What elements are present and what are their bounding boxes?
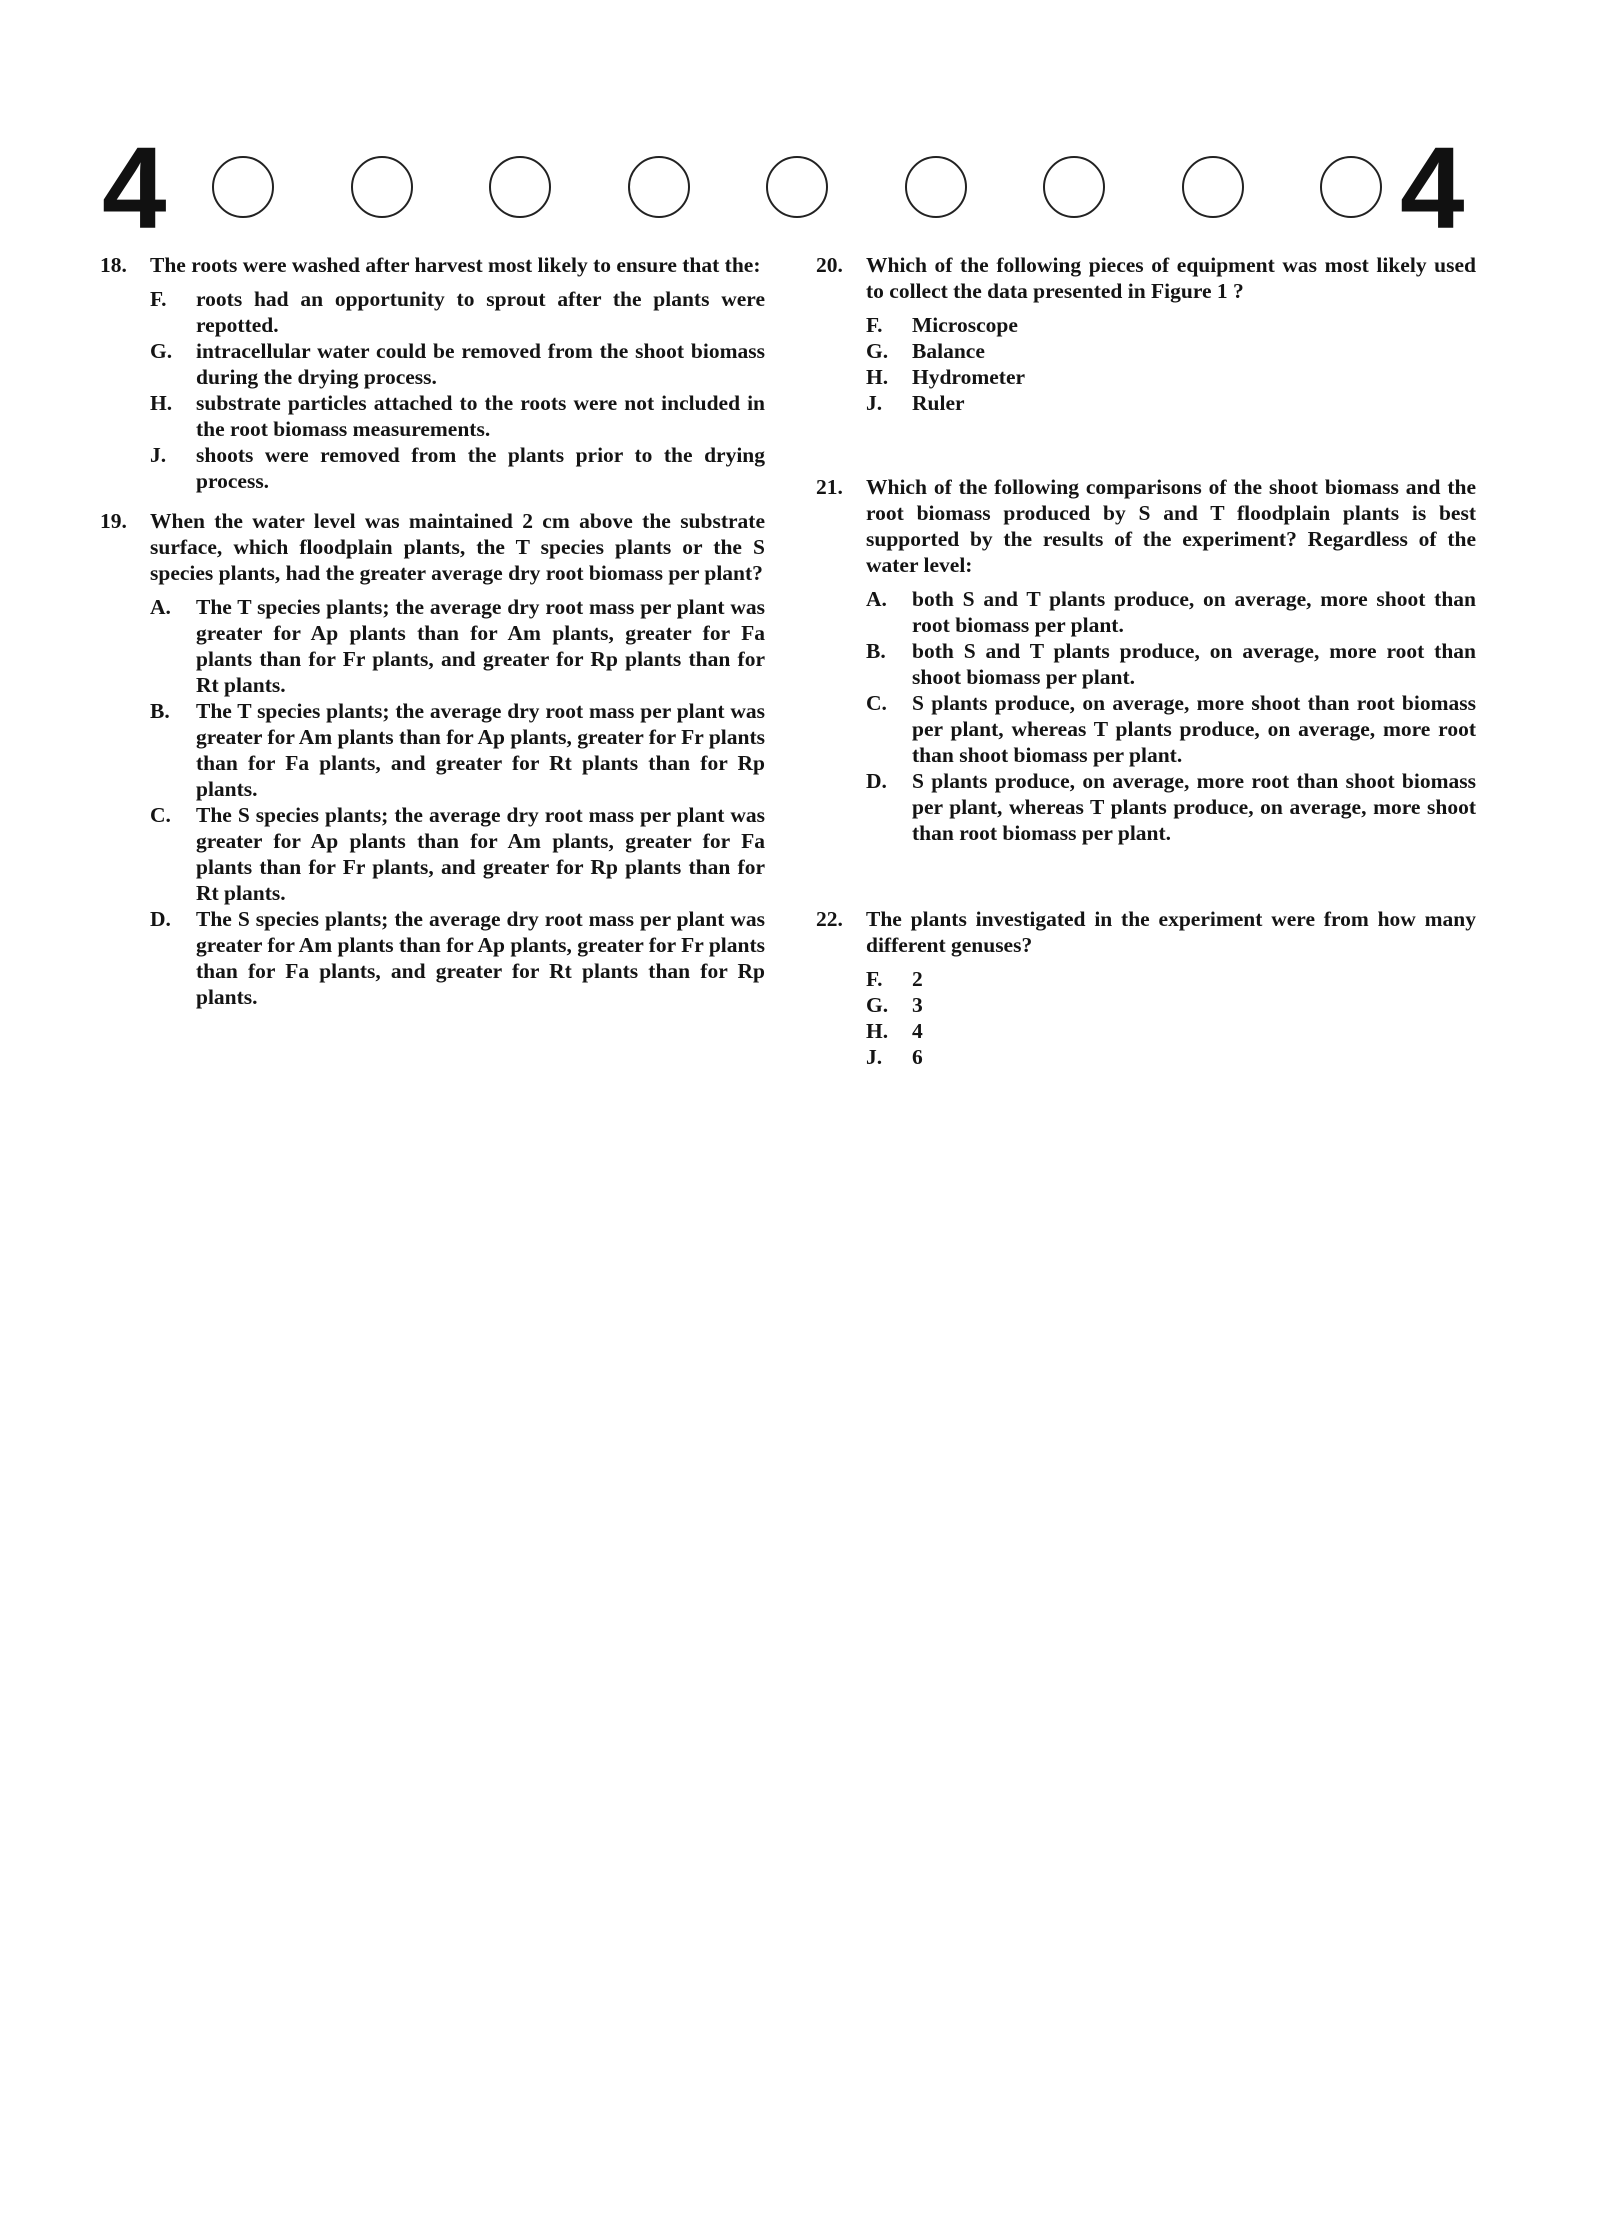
answer-option[interactable]: [150, 594, 765, 698]
question-text: When the water level was maintained 2 cm above the substrate surface, which floodplain plants, the T species plants or the S species plants, had the greater average dry root biomass per plant?: [150, 509, 765, 585]
header-circle-icon: [766, 156, 828, 218]
option-text: 6: [912, 1045, 923, 1069]
option-text: roots had an opportunity to sprout after the plants were repotted.: [196, 287, 765, 337]
option-text: The S species plants; the average dry root mass per plant was greater for Am plants than for Ap plants, greater for Fr plants than for Fa plants, and greater for Rt plants than for Rp plants.: [196, 907, 765, 1009]
answer-option[interactable]: [866, 1018, 1476, 1044]
answer-option[interactable]: [866, 390, 1476, 416]
question-number: 21.: [816, 475, 843, 499]
option-text: Microscope: [912, 313, 1018, 337]
section-header: [100, 123, 1480, 253]
question-18: [100, 252, 765, 494]
question-text: The roots were washed after harvest most likely to ensure that the:: [150, 253, 761, 277]
option-label: F.: [866, 967, 883, 991]
question-stem: [100, 252, 765, 278]
option-label: J.: [150, 443, 167, 467]
header-circle-icon: [1043, 156, 1105, 218]
answer-option[interactable]: [150, 698, 765, 802]
answer-option[interactable]: [150, 286, 765, 338]
answer-option[interactable]: [150, 802, 765, 906]
option-label: C.: [150, 803, 171, 827]
option-text: substrate particles attached to the roots were not included in the root biomass measurements.: [196, 391, 765, 441]
answer-option[interactable]: [866, 364, 1476, 390]
option-label: A.: [150, 595, 171, 619]
option-label: J.: [866, 391, 883, 415]
option-label: F.: [150, 287, 167, 311]
question-21: [816, 474, 1476, 846]
question-text: Which of the following comparisons of the shoot biomass and the root biomass produced by S and T floodplain plants is best supported by the results of the experiment? Regardless of the water level:: [866, 475, 1476, 577]
option-label: H.: [866, 1019, 889, 1043]
option-label: A.: [866, 587, 887, 611]
answer-option[interactable]: [866, 966, 1476, 992]
option-text: S plants produce, on average, more root than shoot biomass per plant, whereas T plants produce, on average, more shoot than root biomass per plant.: [912, 769, 1476, 845]
answer-option[interactable]: [866, 586, 1476, 638]
header-circle-icon: [212, 156, 274, 218]
question-stem: [816, 252, 1476, 304]
option-text: The T species plants; the average dry root mass per plant was greater for Ap plants than for Am plants, greater for Fa plants than for Fr plants, and greater for Rp plants than for Rt plants.: [196, 595, 765, 697]
answer-options: [866, 966, 1476, 1070]
header-circle-icon: [1320, 156, 1382, 218]
option-text: shoots were removed from the plants prior to the drying process.: [196, 443, 765, 493]
question-number: 22.: [816, 907, 843, 931]
left-column: [100, 252, 765, 1010]
option-text: S plants produce, on average, more shoot than root biomass per plant, whereas T plants produce, on average, more root than shoot biomass per plant.: [912, 691, 1476, 767]
option-label: G.: [866, 339, 889, 363]
option-label: B.: [866, 639, 886, 663]
question-stem: [100, 508, 765, 586]
answer-options: [150, 286, 765, 494]
option-text: Ruler: [912, 391, 965, 415]
section-number-left: 4: [102, 123, 167, 253]
option-text: Hydrometer: [912, 365, 1026, 389]
option-text: both S and T plants produce, on average, more root than shoot biomass per plant.: [912, 639, 1476, 689]
answer-option[interactable]: [150, 338, 765, 390]
option-label: B.: [150, 699, 170, 723]
answer-option[interactable]: [866, 992, 1476, 1018]
option-label: G.: [866, 993, 889, 1017]
option-label: J.: [866, 1045, 883, 1069]
answer-option[interactable]: [150, 442, 765, 494]
header-circle-icon: [628, 156, 690, 218]
question-22: [816, 906, 1476, 1070]
option-text: 3: [912, 993, 923, 1017]
answer-option[interactable]: [866, 338, 1476, 364]
option-text: 2: [912, 967, 923, 991]
option-label: D.: [150, 907, 171, 931]
option-label: C.: [866, 691, 887, 715]
header-circle-row: [212, 152, 1382, 232]
question-20: [816, 252, 1476, 416]
answer-options: [866, 586, 1476, 846]
header-circle-icon: [489, 156, 551, 218]
answer-option[interactable]: [866, 768, 1476, 846]
question-stem: [816, 474, 1476, 578]
option-label: D.: [866, 769, 887, 793]
question-number: 20.: [816, 253, 843, 277]
question-number: 18.: [100, 253, 127, 277]
answer-option[interactable]: [866, 638, 1476, 690]
answer-options: [866, 312, 1476, 416]
option-label: H.: [866, 365, 889, 389]
question-text: The plants investigated in the experiment were from how many different genuses?: [866, 907, 1476, 957]
option-text: The S species plants; the average dry root mass per plant was greater for Ap plants than for Am plants, greater for Fa plants than for Fr plants, and greater for Rp plants than for Rt plants.: [196, 803, 765, 905]
answer-option[interactable]: [866, 690, 1476, 768]
question-19: [100, 508, 765, 1010]
right-column: [816, 252, 1476, 1070]
question-number: 19.: [100, 509, 127, 533]
answer-option[interactable]: [866, 1044, 1476, 1070]
header-circle-icon: [351, 156, 413, 218]
question-text: Which of the following pieces of equipment was most likely used to collect the data presented in Figure 1 ?: [866, 253, 1476, 303]
option-label: F.: [866, 313, 883, 337]
section-number-right: 4: [1400, 123, 1465, 253]
answer-option[interactable]: [150, 906, 765, 1010]
option-text: intracellular water could be removed from the shoot biomass during the drying process.: [196, 339, 765, 389]
option-label: H.: [150, 391, 173, 415]
option-text: Balance: [912, 339, 985, 363]
header-circle-icon: [1182, 156, 1244, 218]
question-stem: [816, 906, 1476, 958]
header-circle-icon: [905, 156, 967, 218]
answer-option[interactable]: [866, 312, 1476, 338]
option-text: The T species plants; the average dry root mass per plant was greater for Am plants than for Ap plants, greater for Fr plants than for Fa plants, and greater for Rt plants than for Rp plants.: [196, 699, 765, 801]
option-text: 4: [912, 1019, 923, 1043]
option-label: G.: [150, 339, 173, 363]
answer-options: [150, 594, 765, 1010]
answer-option[interactable]: [150, 390, 765, 442]
option-text: both S and T plants produce, on average, more shoot than root biomass per plant.: [912, 587, 1476, 637]
